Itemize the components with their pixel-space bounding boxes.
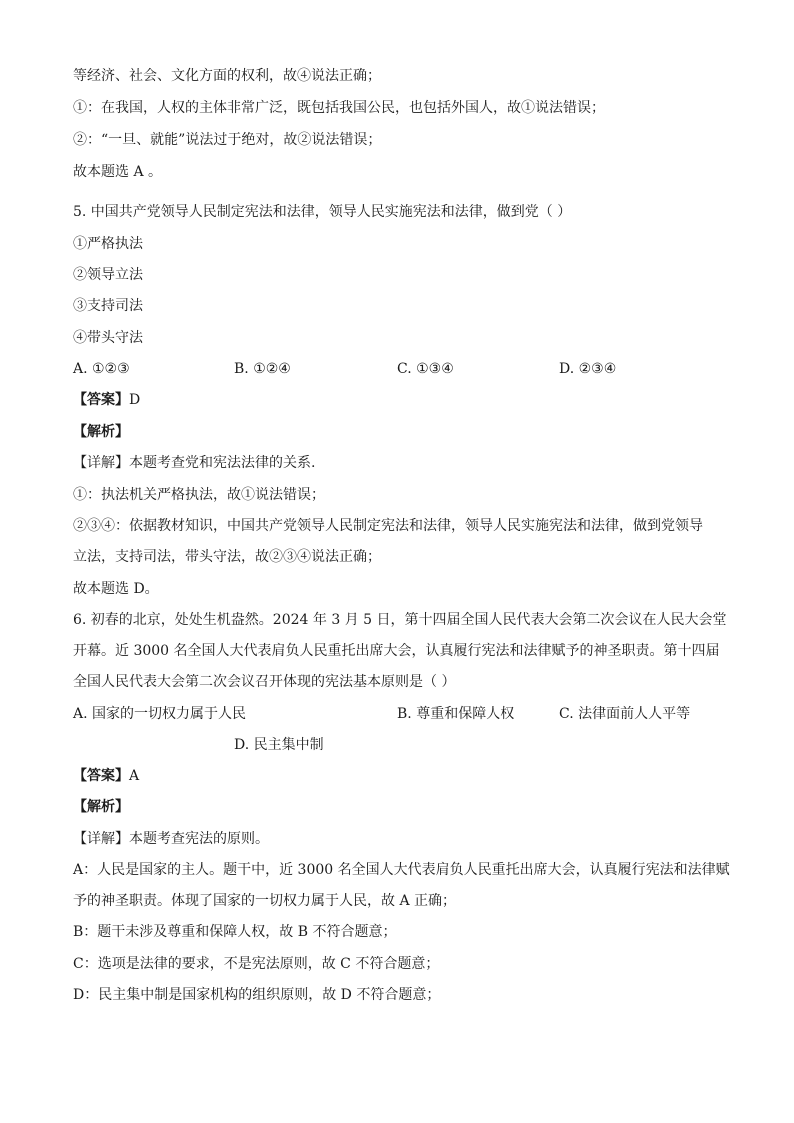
q6-explanation-line: D：民主集中制是国家机构的组织原则，故 D 不符合题意； [73,987,441,1003]
q6-stem-line: 开幕。近 3000 名全国人大代表肩负人民重托出席大会，认真履行宪法和法律赋予的神圣职责。第十四届 [73,643,720,659]
q6-stem-line: 全国人民代表大会第二次会议召开体现的宪法基本原则是（ ） [73,674,456,690]
q6-explanation-line: A：人民是国家的主人。题干中，近 3000 名全国人大代表肩负人民重托出席大会，认真履行宪法和法律赋 [73,862,730,878]
q5-detail [73,454,315,472]
q6-option-b: B. 尊重和保障人权 [397,706,515,722]
detail-text: 本题考查党和宪法法律的关系. [129,455,316,471]
q5-option-a: A. ①②③ [73,361,130,377]
q6-explanation-line: 予的神圣职责。体现了国家的一切权力属于人民，故 A 正确； [73,893,457,909]
q4-explanation-line: ①：在我国，人权的主体非常广泛，既包括我国公民，也包括外国人，故①说法错误； [73,100,605,116]
q5-stem: 5. 中国共产党领导人民制定宪法和法律，领导人民实施宪法和法律，做到党（ ） [73,204,572,220]
q5-answer [73,391,140,409]
q6-explanation-line: B：题干未涉及尊重和保障人权，故 B 不符合题意； [73,924,397,940]
q5-item: ③支持司法 [73,298,143,314]
answer-value: D [129,392,141,408]
q5-option-b: B. ①②④ [234,361,291,377]
q6-answer [73,767,139,785]
q6-option-a: A. 国家的一切权力属于人民 [73,706,247,722]
q6-stem-line: 6. 初春的北京，处处生机盎然。2024 年 3 月 5 日，第十四届全国人民代表大会第二次会议在人民大会堂 [73,612,727,628]
q4-explanation-line: ②：“一旦、就能”说法过于绝对，故②说法错误； [73,132,382,148]
q5-explanation-line: 立法，支持司法，带头守法，故②③④说法正确； [73,549,381,565]
q4-conclusion: 故本题选 A 。 [73,164,163,180]
detail-label: 【详解】 [73,455,129,471]
q5-explanation-line: ②③④：依据教材知识，中国共产党领导人民制定宪法和法律，领导人民实施宪法和法律，做到党领导 [73,518,703,534]
q5-analysis-label: 【解析】 [73,424,129,440]
q5-conclusion: 故本题选 D。 [73,581,159,597]
answer-value: A [129,768,140,784]
detail-text: 本题考查宪法的原则。 [129,831,269,847]
q5-explanation-line: ①：执法机关严格执法，故①说法错误； [73,487,325,503]
q5-option-d: D. ②③④ [559,361,617,377]
q6-option-c: C. 法律面前人人平等 [559,706,691,722]
detail-label: 【详解】 [73,831,129,847]
q4-explanation-line: 等经济、社会、文化方面的权利，故④说法正确； [73,68,381,84]
q6-option-d: D. 民主集中制 [234,737,324,753]
q5-option-c: C. ①③④ [397,361,454,377]
q5-item: ①严格执法 [73,236,143,252]
answer-label: 【答案】 [73,392,129,408]
q6-analysis-label: 【解析】 [73,799,129,815]
answer-label: 【答案】 [73,768,129,784]
q5-item: ④带头守法 [73,330,143,346]
q5-item: ②领导立法 [73,267,143,283]
q6-explanation-line: C：选项是法律的要求，不是宪法原则，故 C 不符合题意； [73,956,440,972]
q6-detail [73,830,269,848]
